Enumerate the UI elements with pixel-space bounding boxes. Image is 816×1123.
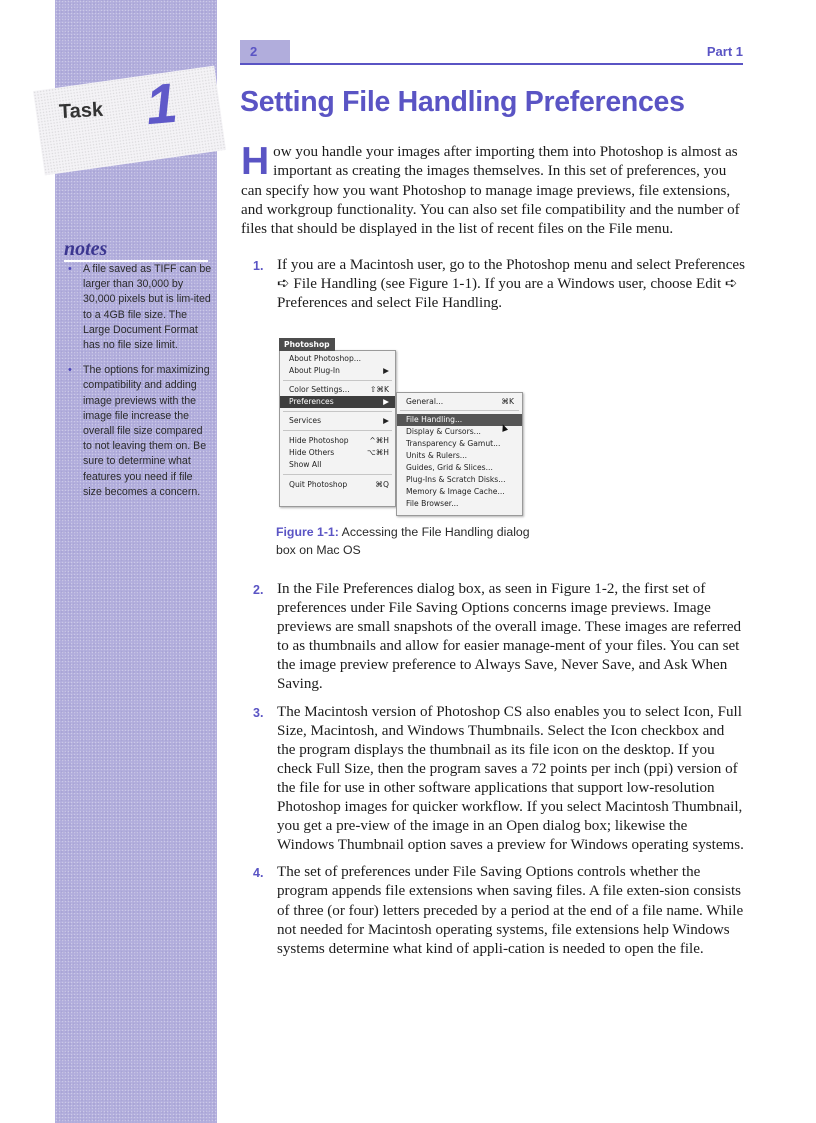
menu-separator bbox=[400, 410, 519, 411]
note-item: • A file saved as TIFF can be larger than 30,000 by 30,000 pixels but is lim-ited to a 4GB file size. The Large Document Format has no file size limit. bbox=[64, 262, 214, 353]
page-number: 2 bbox=[240, 40, 290, 63]
submenu-item[interactable]: Display & Cursors... bbox=[406, 427, 481, 436]
submenu-item[interactable]: Transparency & Gamut... bbox=[406, 439, 501, 448]
caption-label: Figure 1-1: bbox=[276, 525, 339, 539]
step-item bbox=[253, 863, 745, 958]
menu-separator bbox=[283, 430, 392, 431]
menu-separator bbox=[283, 411, 392, 412]
menu-item[interactable]: About Photoshop... bbox=[289, 354, 362, 363]
step-item bbox=[253, 580, 745, 695]
task-number: 1 bbox=[143, 70, 180, 137]
step-number: 1. bbox=[253, 259, 264, 273]
caption-text: Accessing the File Handling dialog box on Mac OS bbox=[276, 525, 530, 557]
page-header bbox=[240, 40, 743, 64]
menu-item[interactable]: Services ▶ bbox=[289, 416, 389, 425]
menu-item[interactable]: Quit Photoshop ⌘Q bbox=[289, 480, 389, 489]
submenu-item[interactable]: General... ⌘K bbox=[406, 397, 514, 406]
part-label: Part 1 bbox=[706, 44, 743, 59]
menu-separator bbox=[283, 474, 392, 475]
submenu-item-file-handling[interactable]: File Handling... bbox=[397, 414, 522, 426]
header-rule bbox=[240, 63, 743, 65]
step-item bbox=[253, 703, 745, 856]
drop-cap: H bbox=[241, 140, 270, 183]
step-text: In the File Preferences dialog box, as seen in Figure 1-2, the first set of preferences under File Saving Options concerns image previews. Image previews are small snapshots of the overall image. These images are referred to as thumbnails and allow for easier manage-ment of your files. You can set the image preview preference to Always Save, Never Save, and Ask When Saving. bbox=[277, 581, 742, 693]
step-number: 3. bbox=[253, 705, 264, 720]
step-text: The Macintosh version of Photoshop CS also enables you to select Icon, Full Size, Macintosh, and Windows Thumbnails. Select the Icon checkbox and the program displays the thumbnail as its file icon on the desktop. If you check Full Size, then the program saves a 72 points per inch (ppi) version of the file for use in other software applications that support low-resolution Photoshop images for quicker workflow. If you select Macintosh Thumbnail, you get a pre-view of the image in an Open dialog box; likewise the Windows Thumbnail option saves a preview for Windows operating systems. bbox=[277, 703, 744, 854]
submenu-item[interactable]: File Browser... bbox=[406, 499, 459, 508]
step-item bbox=[253, 256, 745, 313]
figure-caption bbox=[276, 523, 536, 559]
step-number: 2. bbox=[253, 583, 264, 597]
photoshop-menu bbox=[279, 340, 396, 507]
submenu-item[interactable]: Memory & Image Cache... bbox=[406, 487, 505, 496]
menu-item-preferences[interactable]: Preferences ▶ bbox=[280, 396, 395, 408]
step-text: The set of preferences under File Saving Options controls whether the program appends file extensions when saving files. A file exten-sion consists of three (or four) letters preceded by a period at the end of a file name. While not needed for Macintosh operating systems, file extensions help Windows systems determine what kind of appli-cation is needed to open the file. bbox=[277, 864, 744, 957]
notes-heading: notes bbox=[64, 238, 208, 262]
step-text: If you are a Macintosh user, go to the Photoshop menu and select Preferences ➪ File Handling (see Figure 1-1). If you are a Windows user, choose Edit ➪ Preferences and select File Handling. bbox=[277, 257, 746, 312]
menu-title[interactable]: Photoshop bbox=[279, 338, 335, 351]
submenu-item[interactable]: Units & Rulers... bbox=[406, 451, 468, 460]
step-list-2 bbox=[253, 580, 745, 967]
menu-item[interactable]: Show All bbox=[289, 460, 322, 469]
submenu-item[interactable]: Guides, Grid & Slices... bbox=[406, 463, 493, 472]
notes-list bbox=[64, 262, 214, 510]
intro-paragraph bbox=[241, 140, 745, 239]
note-item: • The options for maximizing compatibility and adding image previews with the image file increase the overall file size compared to not leaving them on. Be sure to determine what features you need if file size becomes a concern. bbox=[64, 363, 214, 500]
figure-menu-screenshot bbox=[279, 337, 531, 517]
preferences-submenu bbox=[396, 392, 523, 516]
menu-item[interactable]: Hide Others ⌥⌘H bbox=[289, 448, 389, 457]
submenu-item[interactable]: Plug-Ins & Scratch Disks... bbox=[406, 475, 506, 484]
menu-item[interactable]: About Plug-In ▶ bbox=[289, 366, 389, 375]
page-title: Setting File Handling Preferences bbox=[240, 86, 685, 118]
intro-text: ow you handle your images after importing them into Photoshop is almost as important as creating the images themselves. In this set of preferences, you can specify how you want Photoshop to manage image previews, file extensions, and workgroup functionality. You can also set file compatibility and the number of files that should be displayed in the list of recent files on the File menu. bbox=[241, 144, 740, 238]
step-list-1 bbox=[253, 256, 745, 321]
menu-item[interactable]: Color Settings... ⇧⌘K bbox=[289, 385, 389, 394]
task-label: Task bbox=[58, 98, 104, 124]
menu-item[interactable]: Hide Photoshop ^⌘H bbox=[289, 436, 389, 445]
menu-separator bbox=[283, 380, 392, 381]
step-number: 4. bbox=[253, 866, 264, 881]
